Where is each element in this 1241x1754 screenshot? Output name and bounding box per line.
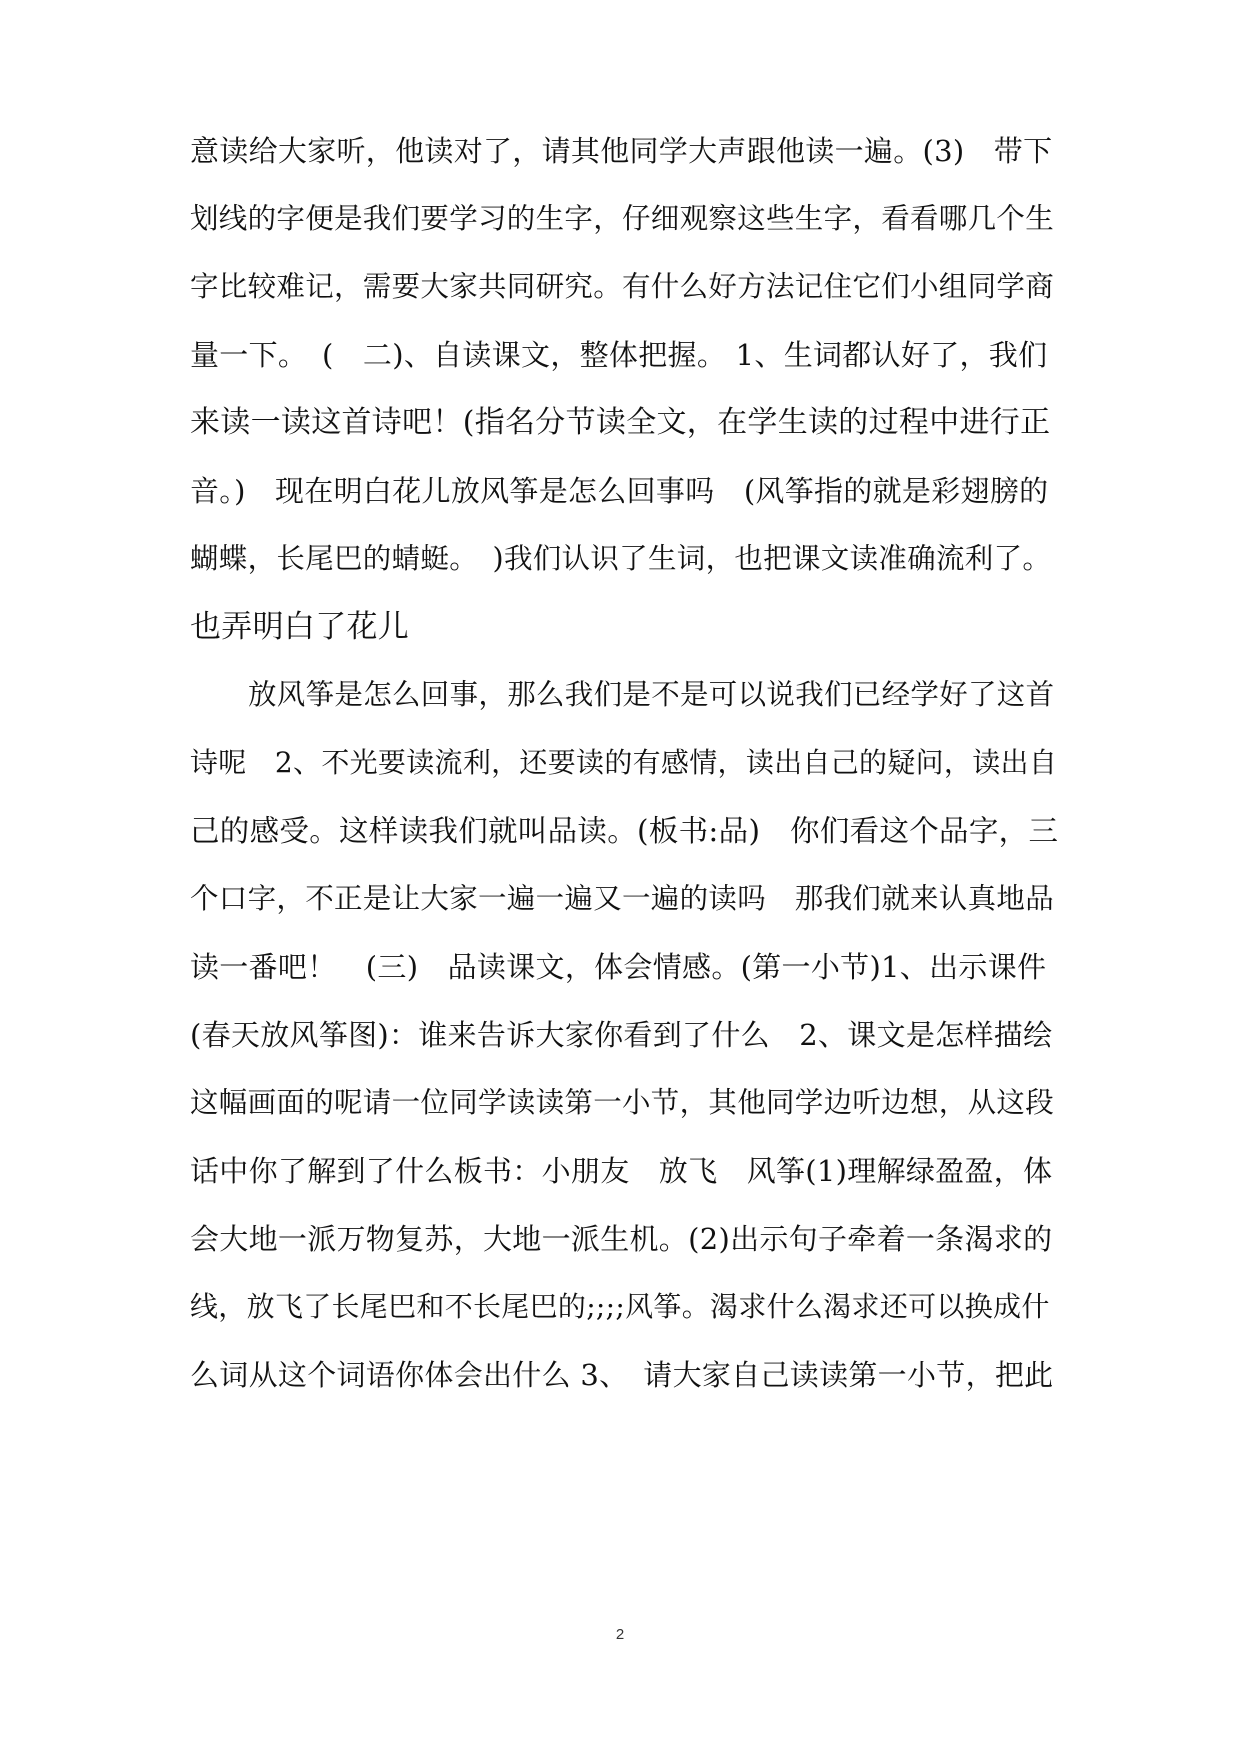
text-line: (春天放风筝图)：谁来告诉大家你看到了什么 2、课文是怎样描绘 — [190, 1018, 1053, 1052]
text-line: 放风筝是怎么回事，那么我们是不是可以说我们已经学好了这首 — [248, 678, 1055, 711]
text-line: 会大地一派万物复苏，大地一派生机。(2)出示句子牵着一条渴求的 — [190, 1222, 1053, 1256]
text-line: 字比较难记，需要大家共同研究。有什么好方法记住它们小组同学商 — [190, 270, 1055, 303]
text-line: 也弄明白了花儿 — [190, 609, 410, 645]
text-line: 么词从这个词语你体会出什么 3、 请大家自己读读第一小节，把此 — [190, 1358, 1054, 1392]
page-number: 2 — [615, 1626, 625, 1643]
text-line: 读一番吧！ (三) 品读课文，体会情感。(第一小节)1、出示课件 — [190, 950, 1047, 984]
text-line: 个口字，不正是让大家一遍一遍又一遍的读吗 那我们就来认真地品 — [190, 882, 1055, 915]
text-line: 诗呢 2、不光要读流利，还要读的有感情，读出自己的疑问，读出自 — [190, 746, 1058, 779]
text-line: 蝴蝶，长尾巴的蜻蜓。 )我们认识了生词，也把课文读准确流利了。 — [190, 542, 1052, 575]
text-line: 己的感受。这样读我们就叫品读。(板书:品) 你们看这个品字，三 — [190, 814, 1059, 848]
text-line: 线，放飞了长尾巴和不长尾巴的;;;;风筝。渴求什么渴求还可以换成什 — [190, 1290, 1050, 1323]
text-line: 量一下。 ( 二)、自读课文，整体把握。 1、生词都认好了，我们 — [190, 338, 1048, 372]
text-line: 意读给大家听，他读对了，请其他同学大声跟他读一遍。(3) 带下 — [190, 134, 1053, 168]
text-line: 划线的字便是我们要学习的生字，仔细观察这些生字，看看哪几个生 — [190, 202, 1055, 235]
text-line: 来读一读这首诗吧！(指名分节读全文，在学生读的过程中进行正 — [190, 405, 1051, 440]
text-line: 话中你了解到了什么板书：小朋友 放飞 风筝(1)理解绿盈盈，体 — [190, 1154, 1053, 1188]
text-line: 音。) 现在明白花儿放风筝是怎么回事吗 (风筝指的就是彩翅膀的 — [190, 474, 1049, 508]
text-line: 这幅画面的呢请一位同学读读第一小节，其他同学边听边想，从这段 — [190, 1086, 1055, 1119]
